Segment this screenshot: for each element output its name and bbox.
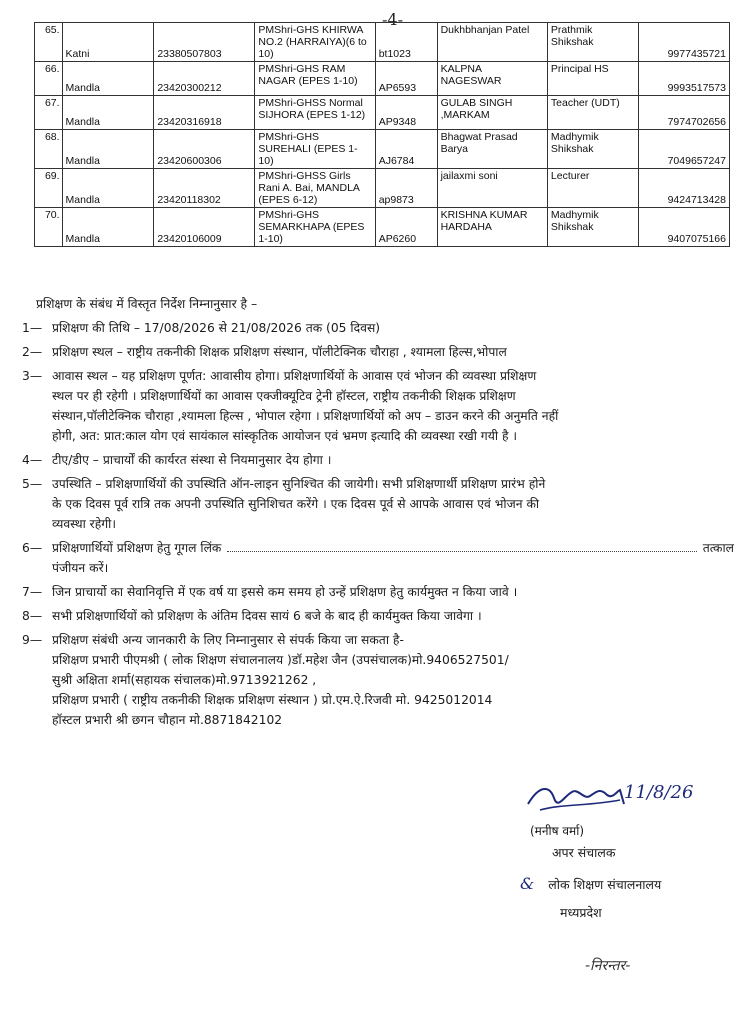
point-6 [22,538,734,578]
employee-id-cell: AP6593 [375,62,437,96]
point-line: प्रशिक्षण की तिथि – 17/08/2026 से 21/08/2026 तक (05 दिवस) [52,321,381,335]
mobile-cell: 9993517573 [638,62,729,96]
district-cell: Mandla [62,96,154,130]
point-line: सुश्री अक्षिता शर्मा(सहायक संचालक)मो.9713921262 , [52,673,317,687]
mobile-cell: 9407075166 [638,208,729,247]
point-line: स्थल पर ही रहेगी । प्रशिक्षणार्थियों का आवास एक्जीक्यूटिव ट्रेनी हॉस्टल, राष्ट्रीय तकनीकी शिक्षक प्रशिक्षण [52,389,516,403]
signatory-designation: अपर संचालक [552,845,616,860]
serial-number: 70. [35,208,63,247]
participant-name-cell: Dukhbhanjan Patel [437,23,547,62]
instructions-heading: प्रशिक्षण के संबंध में विस्तृत निर्देश निम्नानुसार है – [36,297,258,311]
school-name-cell: PMShri-GHS KHIRWA NO.2 (HARRAIYA)(6 to 10) [255,23,375,62]
designation-cell: Lecturer [547,169,638,208]
point-number: 9— [22,633,43,647]
participant-name-cell: KRISHNA KUMAR HARDAHA [437,208,547,247]
school-name-cell: PMShri-GHS SUREHALI (EPES 1-10) [255,130,375,169]
table-row [35,130,730,169]
point-number: 7— [22,585,43,599]
designation-cell: Madhymik Shikshak [547,130,638,169]
point-number: 8— [22,609,43,623]
point-6-line2: पंजीयन करें। [52,561,109,575]
serial-number: 66. [35,62,63,96]
point-line: जिन प्राचार्यो का सेवानिवृत्ति में एक वर्ष या इससे कम समय हो उन्हें प्रशिक्षण हेतु कार्यमुक्त न किया जावे । [52,585,518,599]
point-line: संस्थान,पॉलीटेक्निक चौराहा ,श्यामला हिल्स , भोपाल रहेगा । प्रशिक्षणार्थियों को अप – डाउन करने की अनुमति नहीं [52,409,559,423]
point-6-text: प्रशिक्षणार्थियों प्रशिक्षण हेतु गूगल लिंक [52,541,222,555]
point-line: उपस्थिति – प्रशिक्षणार्थियों की उपस्थिति ऑन-लाइन सुनिश्चित की जायेगी। सभी प्रशिक्षणार्थी प्रशिक्षण प्रारंभ होने [52,477,546,491]
table-row [35,169,730,208]
table-row [35,23,730,62]
point-number: 1— [22,321,43,335]
point-number: 6— [22,541,43,555]
district-cell: Mandla [62,62,154,96]
point-line: प्रशिक्षण प्रभारी ( राष्ट्रीय तकनीकी शिक्षक प्रशिक्षण संस्थान ) प्रो.एम.ऐ.रिजवी मो. 9425012014 [52,693,493,707]
signatory-state: मध्यप्रदेश [560,905,602,920]
mobile-cell: 9424713428 [638,169,729,208]
mobile-cell: 7974702656 [638,96,729,130]
instruction-point-3 [22,450,734,470]
instruction-point-4 [22,474,734,534]
table-row [35,62,730,96]
employee-id-cell: bt1023 [375,23,437,62]
instruction-point-0 [22,318,734,338]
serial-number: 65. [35,23,63,62]
instruction-point-b-2 [22,630,734,730]
point-number: 2— [22,345,43,359]
point-number: 5— [22,477,43,491]
point-6-tail: तत्काल [702,541,734,555]
employee-id-cell: AP6260 [375,208,437,247]
participant-name-cell: GULAB SINGH ,MARKAM [437,96,547,130]
instruction-point-1 [22,342,734,362]
point-line: सभी प्रशिक्षणार्थियों को प्रशिक्षण के अंतिम दिवस सायं 6 बजे के बाद ही कार्यमुक्त किया जावेगा । [52,609,482,623]
department-name: लोक शिक्षण संचालनालय [548,877,662,892]
table-row [35,96,730,130]
continued-mark: -निरन्तर- [585,958,631,974]
designation-cell: Madhymik Shikshak [547,208,638,247]
school-code-cell: 23420600306 [154,130,255,169]
point-line: प्रशिक्षण स्थल – राष्ट्रीय तकनीकी शिक्षक प्रशिक्षण संस्थान, पॉलीटेक्निक चौराहा , श्यामला हिल्स,भोपाल [52,345,507,359]
participant-name-cell: Bhagwat Prasad Barya [437,130,547,169]
school-name-cell: PMShri-GHSS Girls Rani A. Bai, MANDLA (EPES 6-12) [255,169,375,208]
district-cell: Katni [62,23,154,62]
participants-table [34,22,730,247]
table-row [35,208,730,247]
serial-number: 68. [35,130,63,169]
serial-number: 67. [35,96,63,130]
instruction-point-2 [22,366,734,446]
school-code-cell: 23420118302 [154,169,255,208]
signature-date: 11/8/26 [624,782,694,803]
district-cell: Mandla [62,208,154,247]
serial-number: 69. [35,169,63,208]
point-number: 3— [22,369,43,383]
point-line: हॉस्टल प्रभारी श्री छगन चौहान मो.8871842102 [52,713,283,727]
blank-link-line [227,541,696,552]
school-code-cell: 23380507803 [154,23,255,62]
instructions-body [22,294,734,730]
school-name-cell: PMShri-GHS SEMARKHAPA (EPES 1-10) [255,208,375,247]
school-name-cell: PMShri-GHSS Normal SIJHORA (EPES 1-12) [255,96,375,130]
page-number: -4- [382,10,403,29]
point-line: प्रशिक्षण प्रभारी पीएमश्री ( लोक शिक्षण संचालनालय )डॉ.महेश जैन (उपसंचालक)मो.9406527501/ [52,653,509,667]
employee-id-cell: AP9348 [375,96,437,130]
employee-id-cell: ap9873 [375,169,437,208]
point-line: व्यवस्था रहेगी। [52,517,116,531]
point-line: आवास स्थल – यह प्रशिक्षण पूर्णत: आवासीय होगा। प्रशिक्षणार्थियों के आवास एवं भोजन की व्यवस्था प्रशिक्षण [52,369,537,383]
point-line: टीए/डीए – प्राचार्यों की कार्यरत संस्था से नियमानुसार देय होगा । [52,453,332,467]
designation-cell: Principal HS [547,62,638,96]
school-code-cell: 23420106009 [154,208,255,247]
mobile-cell: 7049657247 [638,130,729,169]
district-cell: Mandla [62,169,154,208]
instruction-point-b-0 [22,582,734,602]
participant-name-cell: jailaxmi soni [437,169,547,208]
district-cell: Mandla [62,130,154,169]
mobile-cell: 9977435721 [638,23,729,62]
school-code-cell: 23420300212 [154,62,255,96]
point-line: प्रशिक्षण संबंधी अन्य जानकारी के लिए निम्नानुसार से संपर्क किया जा सकता है- [52,633,404,647]
school-code-cell: 23420316918 [154,96,255,130]
ampersand-mark: & [520,874,535,893]
instruction-point-b-1 [22,606,734,626]
signatory-name: (मनीष वर्मा) [530,824,585,838]
point-line: होगी, अत: प्रात:काल योग एवं सायंकाल सांस्कृतिक आयोजन एवं भ्रमण इत्यादि की व्यवस्था रखी गयी है । [52,429,518,443]
school-name-cell: PMShri-GHS RAM NAGAR (EPES 1-10) [255,62,375,96]
point-number: 4— [22,453,43,467]
designation-cell: Teacher (UDT) [547,96,638,130]
signatory-department [520,874,661,893]
point-line: के एक दिवस पूर्व रात्रि तक अपनी उपस्थिति सुनिशिचत करेंगे । एक दिवस पूर्व से आपके आवास एवं भोजन की [52,497,540,511]
designation-cell: Prathmik Shikshak [547,23,638,62]
participant-name-cell: KALPNA NAGESWAR [437,62,547,96]
employee-id-cell: AJ6784 [375,130,437,169]
